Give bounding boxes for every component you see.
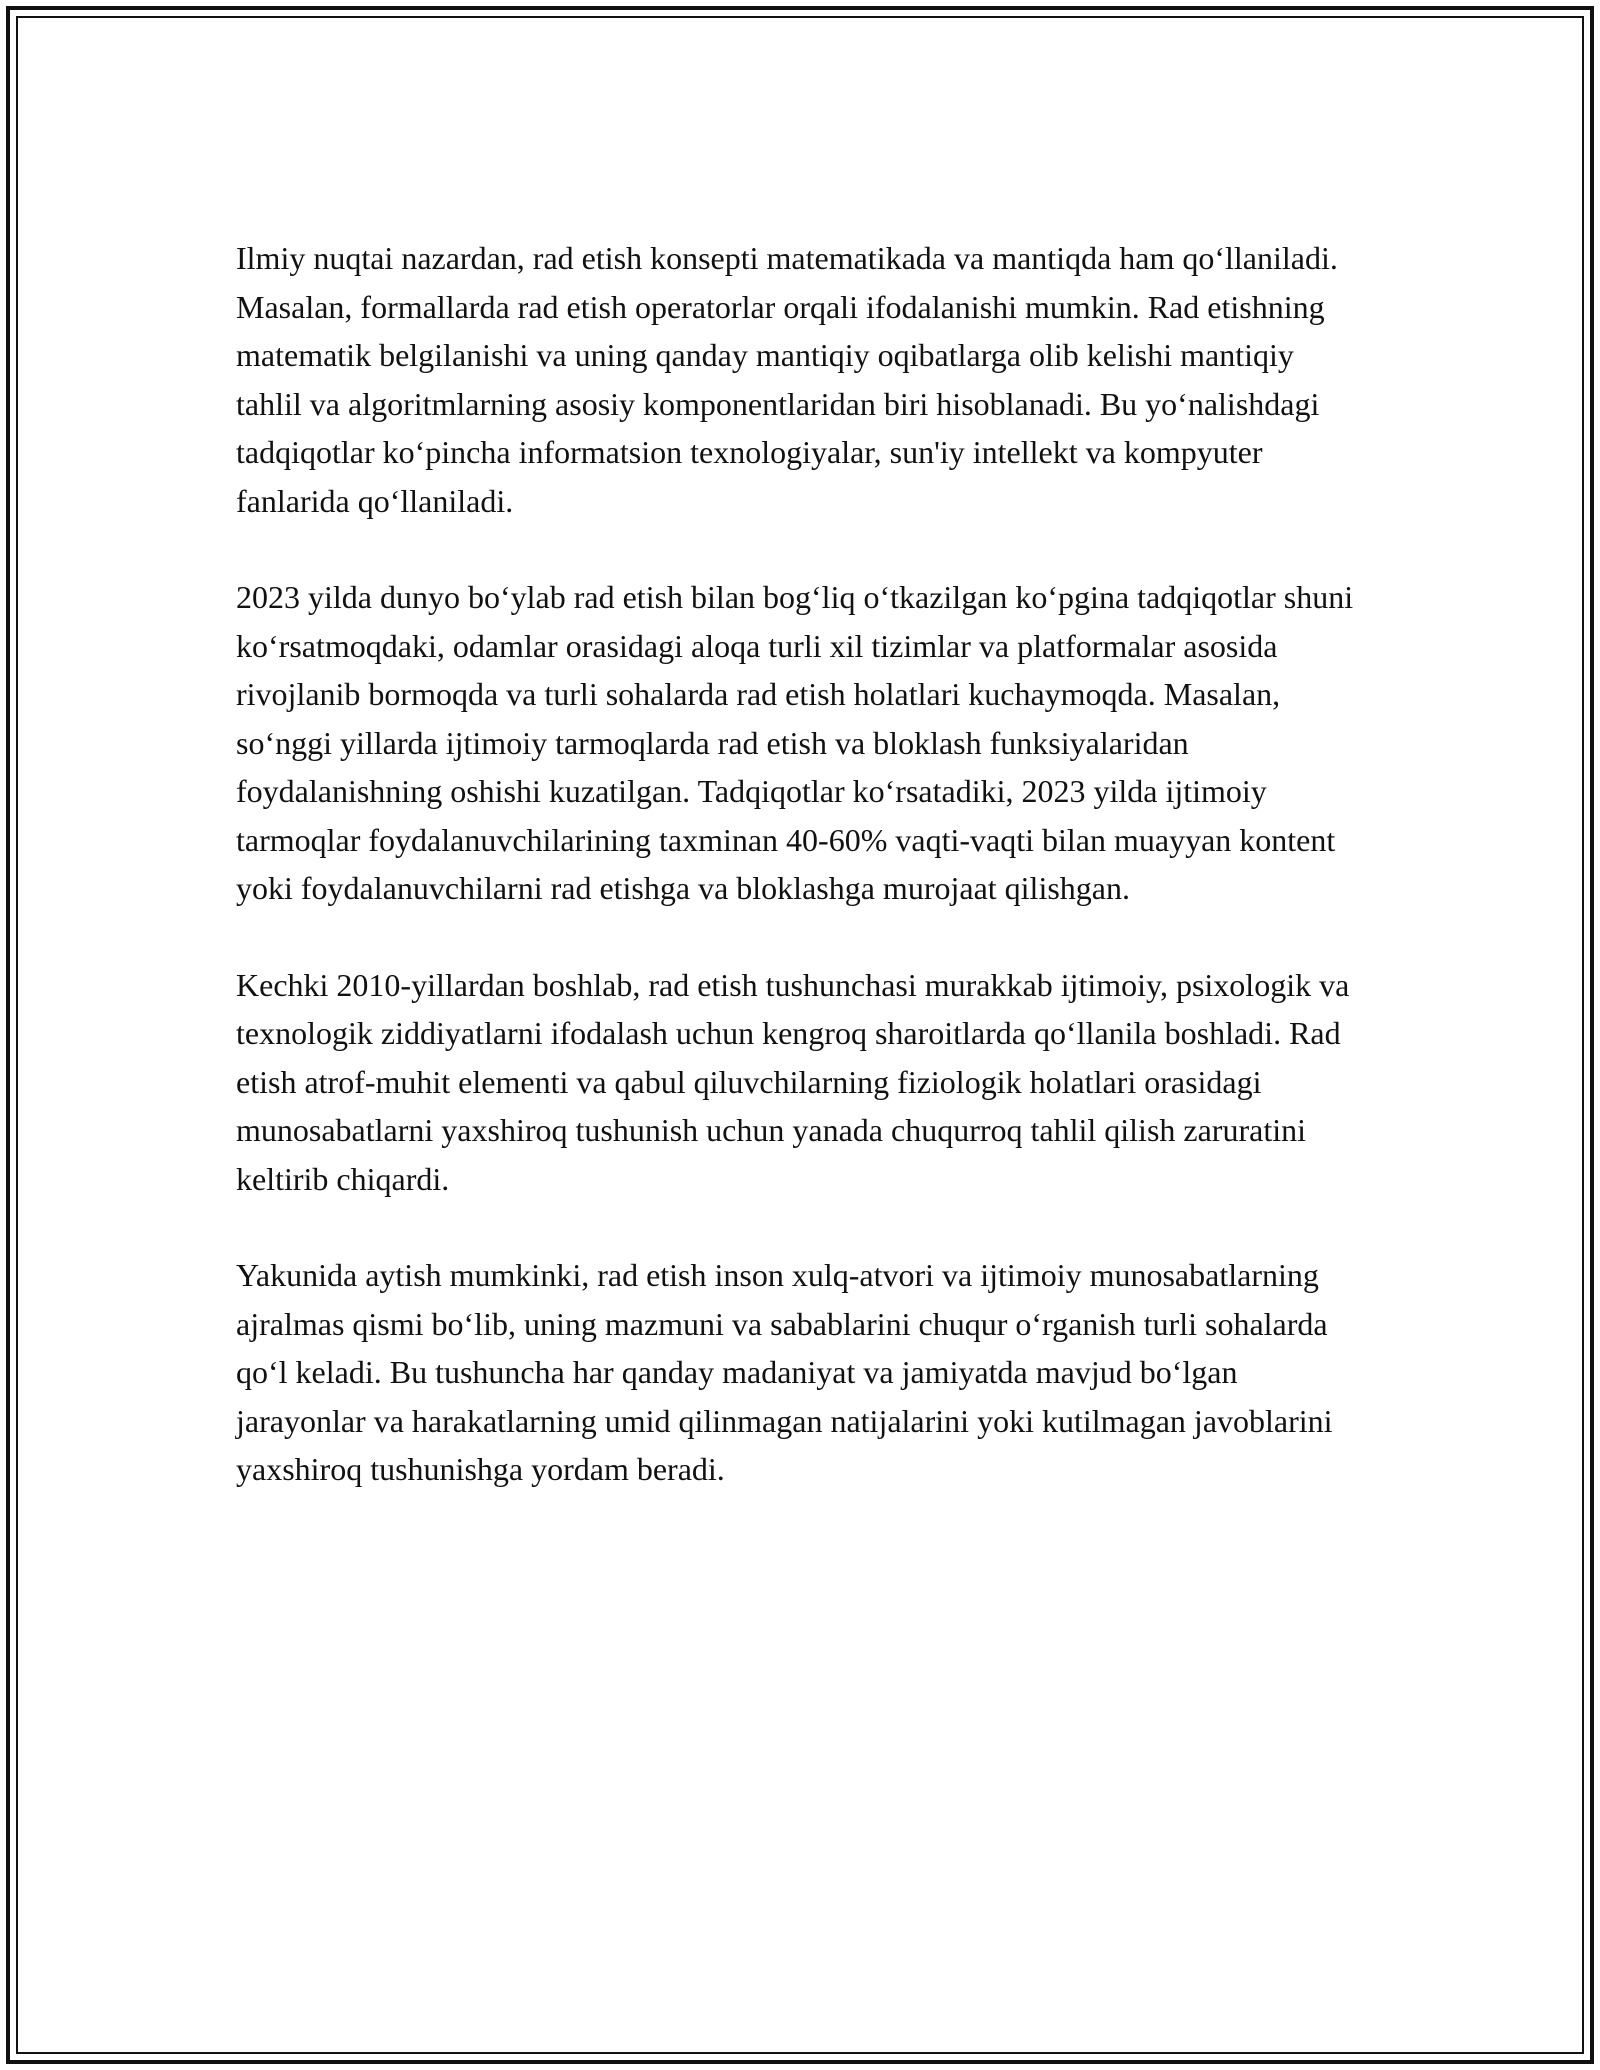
- paragraph-4: Yakunida aytish mumkinki, rad etish inson xulq-atvori va ijtimoiy munosabatlarning ajralmas qismi bo‘lib, uning mazmuni va sabablarini chuqur o‘rganish turli sohalarda qo‘l keladi. Bu tushuncha har qanday madaniyat va jamiyatda mavjud bo‘lgan jarayonlar va harakatlarning umid qilinmagan natijalarini yoki kutilmagan javoblarini yaxshiroq tushunishga yordam beradi.: [236, 1257, 1333, 1487]
- paragraph-2: 2023 yilda dunyo bo‘ylab rad etish bilan bog‘liq o‘tkazilgan ko‘pgina tadqiqotlar shuni ko‘rsatmoqdaki, odamlar orasidagi aloqa turli xil tizimlar va platformalar asosida rivojlanib bormoqda va turli sohalarda rad etish holatlari kuchaymoqda. Masalan, so‘nggi yillarda ijtimoiy tarmoqlarda rad etish va bloklash funksiyalaridan foydalanishning oshishi kuzatilgan. Tadqiqotlar ko‘rsatadiki, 2023 yilda ijtimoiy tarmoqlar foydalanuvchilarining taxminan 40-60% vaqti-vaqti bilan muayyan kontent yoki foydalanuvchilarni rad etishga va bloklashga murojaat qilishgan.: [236, 579, 1354, 906]
- paragraph-3: Kechki 2010-yillardan boshlab, rad etish tushunchasi murakkab ijtimoiy, psixologik va texnologik ziddiyatlarni ifodalash uchun kengroq sharoitlarda qo‘llanila boshladi. Rad etish atrof-muhit elementi va qabul qiluvchilarning fiziologik holatlari orasidagi munosabatlarni yaxshiroq tushunish uchun yanada chuqurroq tahlil qilish zaruratini keltirib chiqardi.: [236, 966, 1350, 1197]
- paragraph-1: Ilmiy nuqtai nazardan, rad etish konsepti matematikada va mantiqda ham qo‘llaniladi. Masalan, formallarda rad etish operatorlar orqali ifodalanishi mumkin. Rad etishning matematik belgilanishi va uning qanday mantiqiy oqibatlarga olib kelishi mantiqiy tahlil va algoritmlarning asosiy komponentlaridan biri hisoblanadi. Bu yo‘nalishdagi tadqiqotlar ko‘pincha informatsion texnologiyalar, sun'iy intellekt va kompyuter fanlarida qo‘llaniladi.: [236, 240, 1338, 519]
- document-body: [236, 234, 1366, 1542]
